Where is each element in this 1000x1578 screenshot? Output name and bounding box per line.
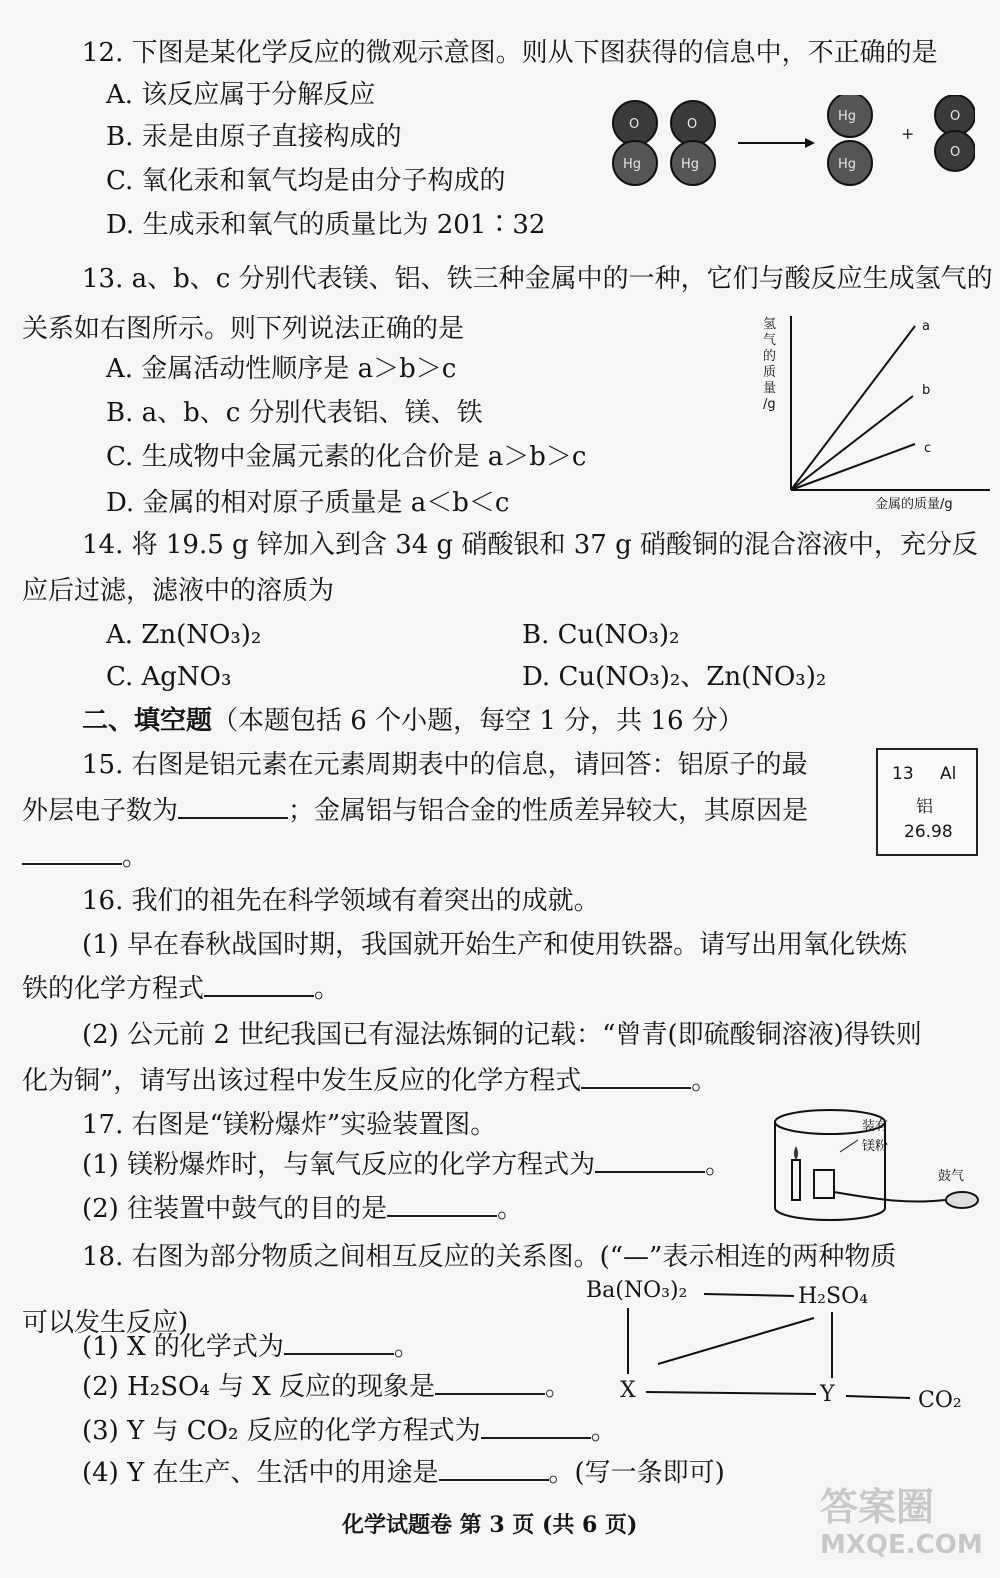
q15-line-3 xyxy=(22,840,148,874)
q18-blank-2[interactable] xyxy=(435,1371,545,1395)
relation-lines xyxy=(580,1278,980,1423)
watermark-logo-text: 答案圈 xyxy=(820,1485,935,1529)
hgo-molecule-2 xyxy=(671,101,715,185)
q12-atom-o-label-1: O xyxy=(629,117,640,132)
q14-stem-1: 14. 将 19.5 g 锌加入到含 34 g 硝酸银和 37 g 硝酸铜的混合溶液中，充分反 xyxy=(82,530,978,560)
q17-part2-end: 。 xyxy=(497,1194,524,1224)
q14-option-a: A. Zn(NO₃)₂ xyxy=(106,620,262,650)
q16-part2-b-text: 化为铜”，请写出该过程中发生反应的化学方程式 xyxy=(22,1066,582,1096)
q18-part1-end: 。 xyxy=(393,1332,420,1362)
q16-part1-end: 。 xyxy=(314,974,341,1004)
q16-part1-b xyxy=(22,972,340,1006)
q13-stem-2: 关系如右图所示。则下列说法正确的是 xyxy=(22,314,465,344)
svg-text:气: 气 xyxy=(763,333,777,348)
q18-stem-1: 18. 右图为部分物质之间相互反应的关系图。(“—”表示相连的两种物质 xyxy=(82,1242,897,1272)
section2-title: 二、填空题 xyxy=(82,706,213,736)
node-y: Y xyxy=(820,1382,835,1407)
q16-blank-1[interactable] xyxy=(204,973,314,997)
q13-option-a: A. 金属活动性顺序是 a＞b＞c xyxy=(106,354,457,384)
hgo-molecule-1 xyxy=(613,101,657,185)
q15-blank-1[interactable] xyxy=(178,795,288,819)
q12-atom-o-label-2: O xyxy=(687,117,698,132)
q18-relation-diagram xyxy=(580,1278,980,1423)
q18-part3 xyxy=(82,1414,617,1448)
q13-hydrogen-chart xyxy=(755,312,995,512)
q13-option-b: B. a、b、c 分别代表铝、镁、铁 xyxy=(106,398,483,428)
q18-part2-text: (2) H₂SO₄ 与 X 反应的现象是 xyxy=(82,1372,436,1402)
plus-sign: + xyxy=(901,124,915,143)
series-c-label: c xyxy=(924,441,932,456)
element-symbol: Al xyxy=(940,764,957,784)
watermark-site-text: MXQE.COM xyxy=(820,1530,983,1560)
q16-part1-a: (1) 早在春秋战国时期，我国就开始生产和使用铁器。请写出用氧化铁炼 xyxy=(82,930,908,960)
q16-part2-a: (2) 公元前 2 世纪我国已有湿法炼铜的记载：“曾青(即硫酸铜溶液)得铁则 xyxy=(82,1020,922,1050)
q18-part2 xyxy=(82,1370,571,1404)
hg-atoms xyxy=(828,95,872,185)
label-powder-2: 镁粉 xyxy=(862,1139,889,1154)
q17-magnesium-explosion-apparatus xyxy=(770,1100,990,1230)
powder-cup xyxy=(814,1170,834,1198)
q18-part2-end: 。 xyxy=(545,1372,572,1402)
q15-line-2a: 外层电子数为 xyxy=(22,796,179,826)
q12-option-b: B. 汞是由原子直接构成的 xyxy=(106,122,402,152)
q12-option-c: C. 氧化汞和氧气均是由分子构成的 xyxy=(106,166,506,196)
q12-atom-o-label-4: O xyxy=(950,145,961,160)
q13-stem-1: 13. a、b、c 分别代表镁、铝、铁三种金属中的一种，它们与酸反应生成氢气的 xyxy=(82,264,993,294)
element-name: 铝 xyxy=(916,797,933,817)
q14-option-b: B. Cu(NO₃)₂ xyxy=(522,620,680,650)
q18-part1-text: (1) X 的化学式为 xyxy=(82,1332,284,1362)
air-tube xyxy=(834,1192,945,1202)
q12-atom-hg-label-4: Hg xyxy=(838,157,857,172)
y-axis-label xyxy=(763,317,776,412)
q18-blank-3[interactable] xyxy=(481,1415,591,1439)
section2-heading xyxy=(82,704,744,738)
series-b-label: b xyxy=(922,383,931,398)
element-mass: 26.98 xyxy=(904,822,953,842)
air-bulb xyxy=(946,1192,978,1208)
q18-part3-end: 。 xyxy=(590,1416,617,1446)
q13-ylabel-1: 氢 xyxy=(763,317,777,332)
reaction-arrow xyxy=(738,138,815,148)
q17-part1-end: 。 xyxy=(705,1150,732,1180)
q17-part2-text: (2) 往装置中鼓气的目的是 xyxy=(82,1194,388,1224)
x-axis-label: 金属的质量/g xyxy=(875,497,953,512)
q12-stem: 12. 下图是某化学反应的微观示意图。则从下图获得的信息中，不正确的是 xyxy=(82,38,938,68)
q17-part1 xyxy=(82,1148,731,1182)
q15-line-3-end: 。 xyxy=(122,842,149,872)
q17-stem: 17. 右图是“镁粉爆炸”实验装置图。 xyxy=(82,1110,497,1140)
q17-blank-1[interactable] xyxy=(595,1149,705,1173)
q12-atom-hg-label-2: Hg xyxy=(681,157,700,172)
label-air: 鼓气 xyxy=(938,1169,965,1184)
svg-text:量: 量 xyxy=(763,381,777,396)
node-h2so4: H₂SO₄ xyxy=(798,1284,868,1309)
svg-text:/g: /g xyxy=(763,397,776,412)
q14-option-d: D. Cu(NO₃)₂、Zn(NO₃)₂ xyxy=(522,662,827,692)
q12-atom-hg-label-1: Hg xyxy=(623,157,642,172)
q18-part4-end: 。(写一条即可) xyxy=(548,1458,725,1488)
q18-part1 xyxy=(82,1330,420,1364)
label-powder-1: 装有 xyxy=(862,1119,889,1134)
q13-option-d: D. 金属的相对原子质量是 a＜b＜c xyxy=(106,488,510,518)
series-a-label: a xyxy=(922,319,930,334)
q16-blank-2[interactable] xyxy=(581,1065,691,1089)
q18-stem-2: 可以发生反应) xyxy=(22,1308,189,1338)
q12-option-a: A. 该反应属于分解反应 xyxy=(106,80,376,110)
q17-blank-2[interactable] xyxy=(387,1193,497,1217)
q16-part2-b xyxy=(22,1064,717,1098)
q14-option-c: C. AgNO₃ xyxy=(106,662,232,692)
q17-part1-text: (1) 镁粉爆炸时，与氧气反应的化学方程式为 xyxy=(82,1150,596,1180)
element-number: 13 xyxy=(892,764,914,784)
q15-blank-2[interactable] xyxy=(22,841,122,865)
q15-line-2 xyxy=(22,794,808,828)
q15-line-2b: ；金属铝与铝合金的性质差异较大，其原因是 xyxy=(288,796,809,826)
q18-part3-text: (3) Y 与 CO₂ 反应的化学方程式为 xyxy=(82,1416,481,1446)
svg-text:的: 的 xyxy=(763,349,777,364)
q18-blank-1[interactable] xyxy=(284,1331,394,1355)
q18-blank-4[interactable] xyxy=(439,1457,549,1481)
q17-part2 xyxy=(82,1192,523,1226)
q13-option-c: C. 生成物中金属元素的化合价是 a＞b＞c xyxy=(106,442,587,472)
node-ba-no3-2: Ba(NO₃)₂ xyxy=(586,1278,688,1303)
svg-text:质: 质 xyxy=(763,365,777,380)
q14-stem-2: 应后过滤，滤液中的溶质为 xyxy=(22,576,335,606)
aluminum-element-card xyxy=(876,748,978,856)
q18-part4-text: (4) Y 在生产、生活中的用途是 xyxy=(82,1458,439,1488)
q12-atom-hg-label-3: Hg xyxy=(838,109,857,124)
q12-option-d: D. 生成汞和氧气的质量比为 201∶32 xyxy=(106,210,546,240)
node-x: X xyxy=(620,1378,636,1403)
section2-note: （本题包括 6 个小题，每空 1 分，共 16 分） xyxy=(212,706,744,736)
q16-part2-end: 。 xyxy=(691,1066,718,1096)
o2-molecule xyxy=(935,95,975,171)
node-co2: CO₂ xyxy=(918,1388,962,1413)
q18-part4 xyxy=(82,1456,725,1490)
q12-reaction-diagram xyxy=(605,95,975,205)
candle xyxy=(792,1146,800,1200)
page-footer: 化学试题卷 第 3 页 (共 6 页) xyxy=(342,1512,638,1538)
q12-atom-o-label-3: O xyxy=(950,109,961,124)
q16-stem: 16. 我们的祖先在科学领域有着突出的成就。 xyxy=(82,886,600,916)
q15-line-1: 15. 右图是铝元素在元素周期表中的信息，请回答：铝原子的最 xyxy=(82,750,808,780)
q16-part1-b-text: 铁的化学方程式 xyxy=(22,974,205,1004)
